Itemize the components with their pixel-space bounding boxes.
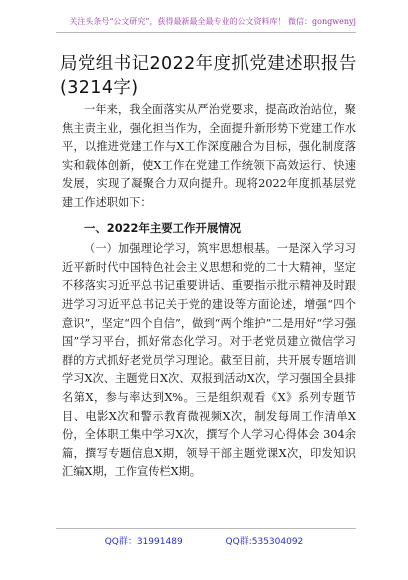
footer-qq-group-1: QQ群：31991489 <box>104 537 183 547</box>
footer <box>0 534 408 547</box>
document-title: 局党组书记2022年度抓党建述职报告(3214字) <box>60 54 357 98</box>
section-heading: 一、2022年主要工作开展情况 <box>84 220 241 235</box>
section-paragraph: （一）加强理论学习，筑牢思想根基。一是深入学习习近平新时代中国特色社会主义思想和党的二十大精神，坚定不移落实习近平总书记重要讲话、重要指示批示精神及时跟进学习习近平总书记关于党的建设等方面论述，增强“四个意识”，坚定“四个自信”，做到“两个维护”二是用好“学习强国”学习平台，抓好常态化学习。对于老党员建立微信学习群的方式抓好老党员学习理论。截至目前，共开展专题培训学习X次、主题党日X次、双报到活动X次，学习强国全县排名第X，参与率达到X%。三是组织观看《X》系列专题节目、电影X次和警示教育微视频X次，制发每周工作清单X份，全体职工集中学习X次，撰写个人学习心得体会 304余篇，撰写专题信息X期，领导干部主题党课X次，印发知识汇编X期，工作宣传栏X期。 <box>62 242 356 479</box>
document-body <box>62 101 356 482</box>
header-promo-note: 关注头条号“公文研究”，获得最新最全最专业的公文资料库！ 微信：gongwenyj <box>69 17 356 26</box>
intro-paragraph: 一年来，我全面落实从严治党要求，提高政治站位，聚焦主责主业，强化担当作为，全面提升新形势下党建工作水平，以推进党建工作与X工作深度融合为目标，强化制度落实和载体创新，使X工作在党建工作统领下高效运行、快速发展，实现了凝聚合力双向提升。现将2022年度抓基层党建工作述职如下： <box>62 103 356 209</box>
footer-qq-group-2: QQ群:535304092 <box>225 537 304 547</box>
header-divider <box>56 32 356 33</box>
footer-divider <box>56 528 356 529</box>
